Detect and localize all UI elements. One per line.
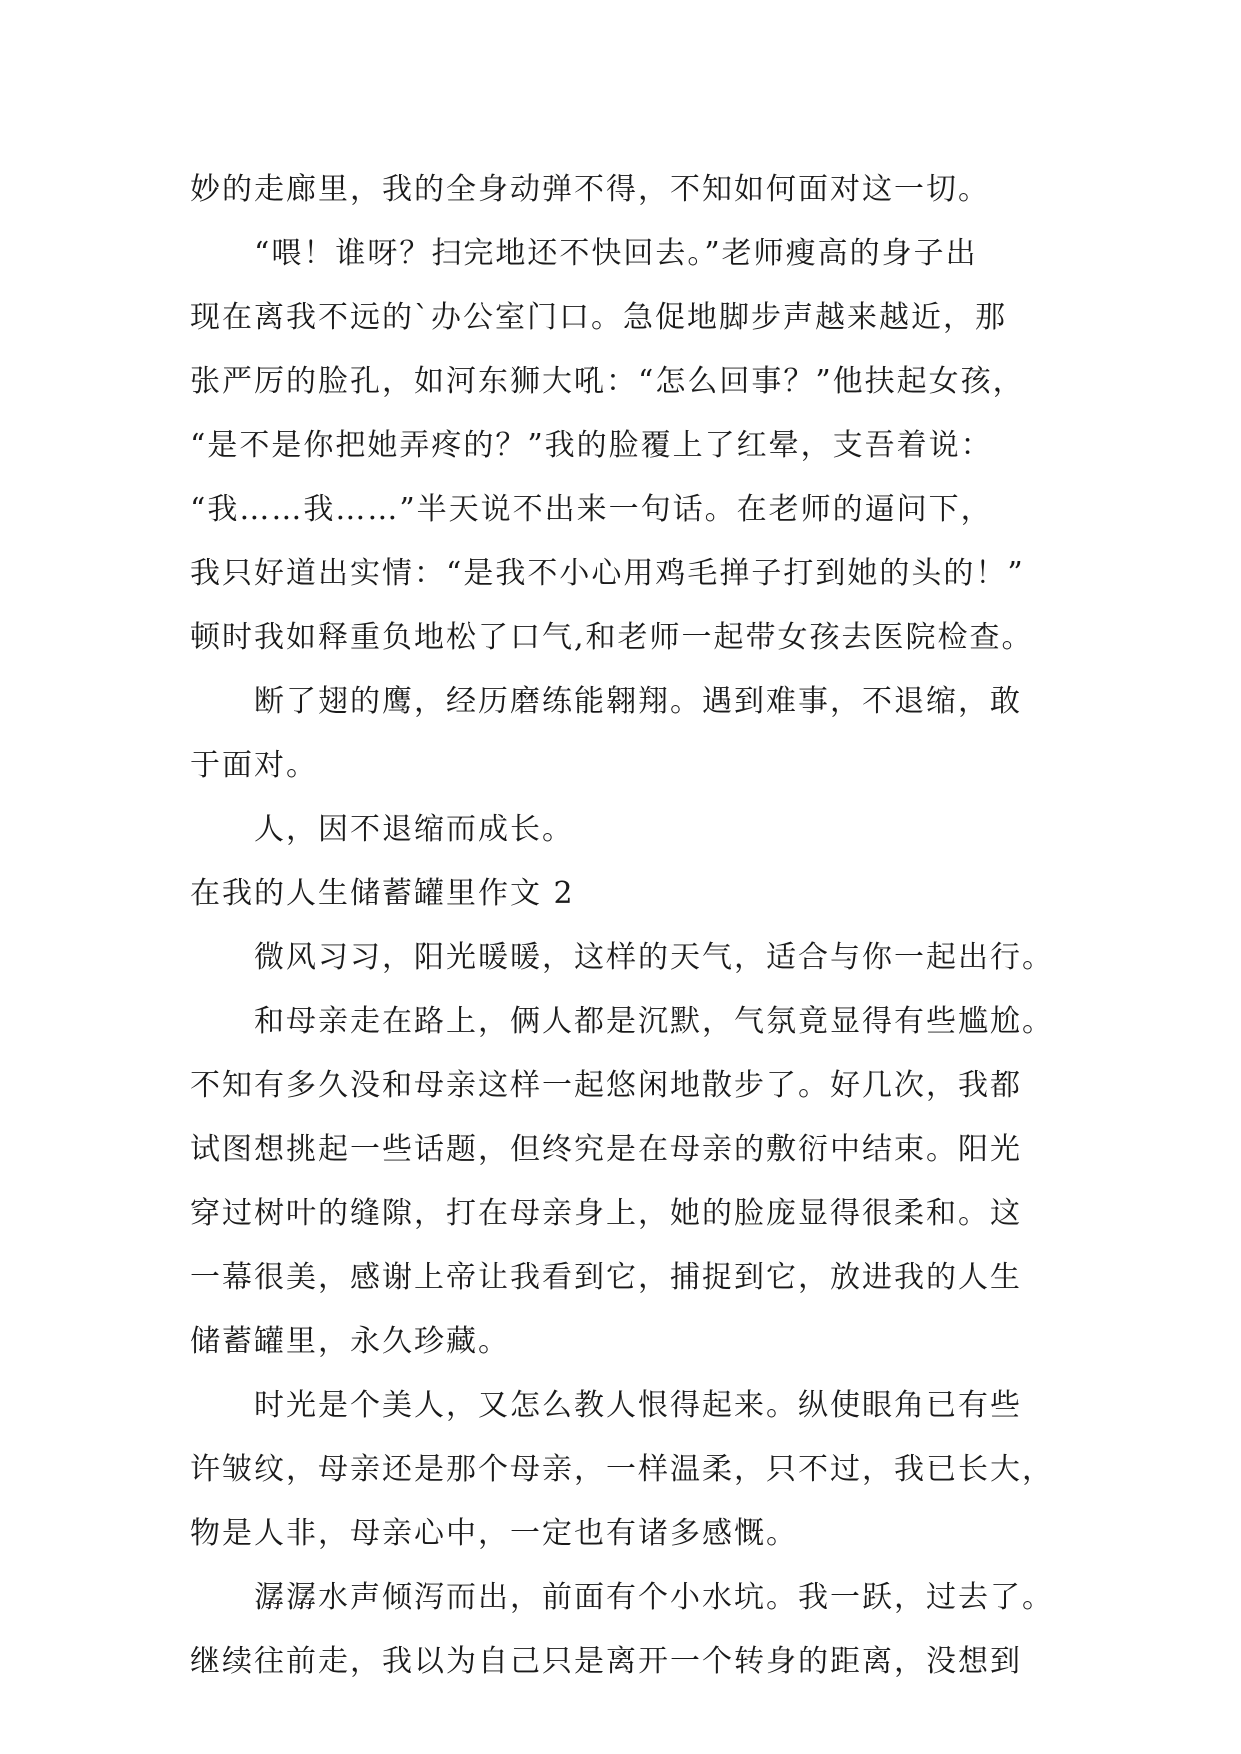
document-body (190, 158, 1090, 1694)
text-line: 顿时我如释重负地松了口气,和老师一起带女孩去医院检查。 (190, 620, 1034, 655)
text-line: 穿过树叶的缝隙，打在母亲身上，她的脸庞显得很柔和。这 (190, 1196, 1022, 1231)
text-line: 物是人非，母亲心中，一定也有诸多感慨。 (190, 1516, 798, 1551)
text-line: 不知有多久没和母亲这样一起悠闲地散步了。好几次，我都 (190, 1068, 1022, 1103)
text-line: “是不是你把她弄疼的？”我的脸覆上了红晕，支吾着说： (190, 428, 993, 463)
text-line: 断了翅的鹰，经历磨练能翱翔。遇到难事，不退缩，敢 (254, 684, 1022, 719)
text-line: 我只好道出实情：“是我不小心用鸡毛掸子打到她的头的！” (190, 556, 1025, 591)
text-line: “我……我……”半天说不出来一句话。在老师的逼问下， (190, 492, 993, 527)
text-line: 试图想挑起一些话题，但终究是在母亲的敷衍中结束。阳光 (190, 1132, 1022, 1167)
text-line: 许皱纹，母亲还是那个母亲，一样温柔，只不过，我已长大， (190, 1452, 1054, 1487)
text-line: 微风习习，阳光暖暖，这样的天气，适合与你一起出行。 (254, 940, 1054, 975)
text-line: 人，因不退缩而成长。 (254, 812, 574, 847)
text-line: 潺潺水声倾泻而出，前面有个小水坑。我一跃，过去了。 (254, 1580, 1054, 1615)
text-line: 张严厉的脸孔，如河东狮大吼：“怎么回事？”他扶起女孩， (190, 364, 1025, 399)
section-heading: 在我的人生储蓄罐里作文 2 (190, 876, 575, 911)
text-line: 时光是个美人，又怎么教人恨得起来。纵使眼角已有些 (254, 1388, 1022, 1423)
text-line: 和母亲走在路上，俩人都是沉默，气氛竟显得有些尴尬。 (254, 1004, 1054, 1039)
text-line: 一幕很美，感谢上帝让我看到它，捕捉到它，放进我的人生 (190, 1260, 1022, 1295)
text-line: “喂！谁呀？扫完地还不快回去。”老师瘦高的身子出 (254, 236, 978, 271)
text-line: 于面对。 (190, 748, 318, 783)
text-line: 妙的走廊里，我的全身动弹不得，不知如何面对这一切。 (190, 172, 990, 207)
text-line: 继续往前走，我以为自己只是离开一个转身的距离，没想到 (190, 1644, 1022, 1679)
text-line: 储蓄罐里，永久珍藏。 (190, 1324, 510, 1359)
text-line: 现在离我不远的`办公室门口。急促地脚步声越来越近，那 (190, 300, 1007, 335)
